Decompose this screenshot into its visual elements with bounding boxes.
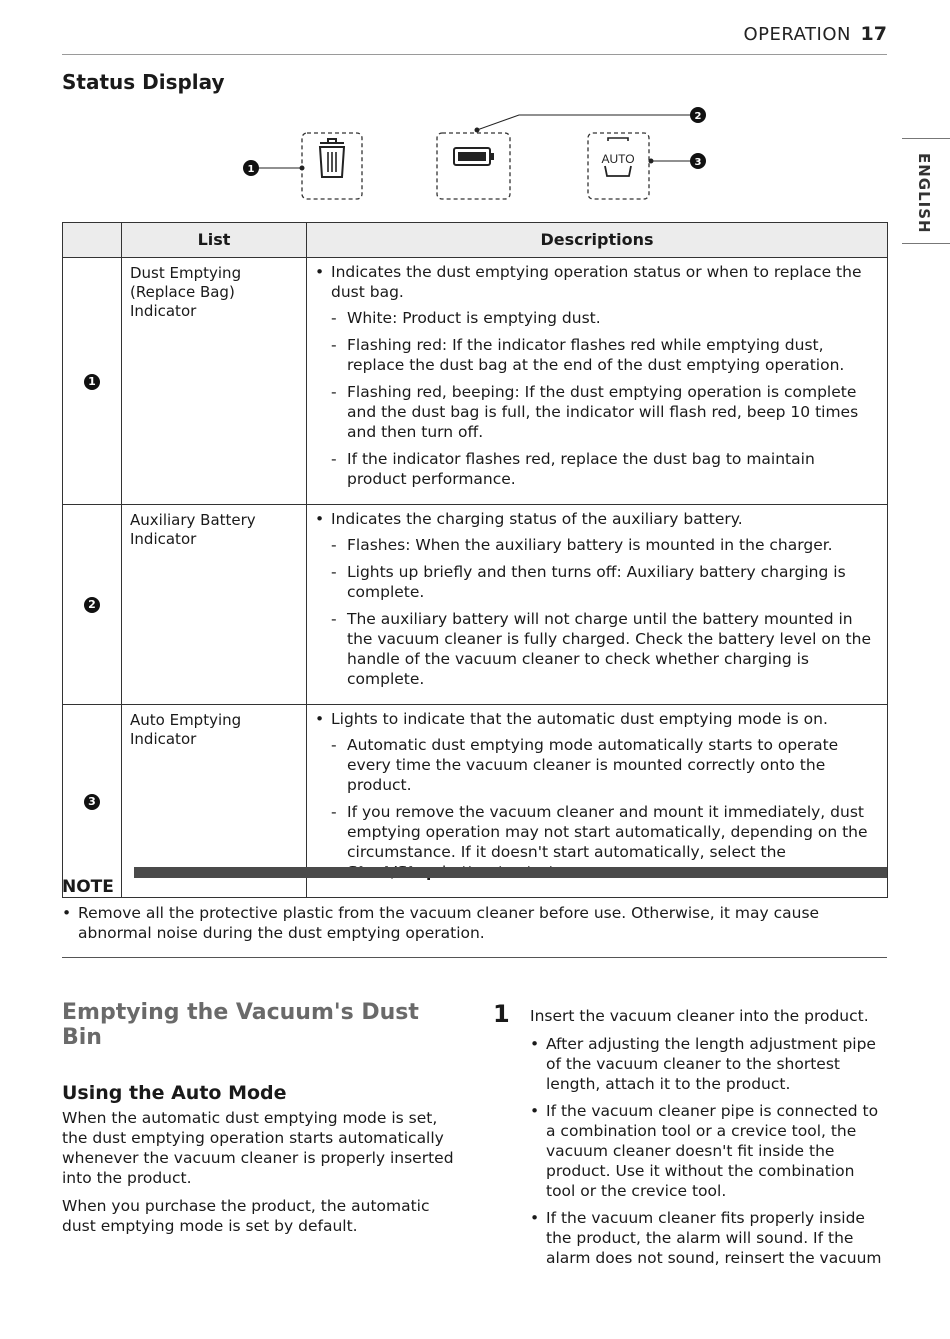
row-number-badge: 1 — [84, 374, 100, 390]
row-number-badge: 3 — [84, 794, 100, 810]
description-item: - Flashing red, beeping: If the dust emptying operation is complete and the dust bag is full, the indicator will flash red, beep 10 times and then turn off. — [315, 382, 875, 442]
description-item: - Automatic dust emptying mode automatically starts to operate every time the vacuum cleaner is mounted correctly onto the product. — [315, 735, 875, 795]
status-display-diagram — [0, 95, 950, 210]
step-bullet: • If the vacuum cleaner pipe is connected to a combination tool or a crevice tool, the vacuum cleaner doesn't fit inside the product. Use it without the combination tool or the crevice tool. — [530, 1101, 888, 1201]
description-item: - If the indicator flashes red, replace the dust bag to maintain product performance. — [315, 449, 875, 489]
battery-icon — [437, 133, 510, 199]
row-list-label: Auto Emptying Indicator — [122, 705, 307, 898]
description-item: - Lights up briefly and then turns off: Auxiliary battery charging is complete. — [315, 562, 875, 602]
description-lead: • Lights to indicate that the automatic dust emptying mode is on. — [315, 709, 875, 729]
note-title: NOTE — [62, 877, 114, 897]
trash-bin-icon — [302, 133, 362, 199]
auto-icon-label: AUTO — [601, 152, 635, 166]
row-list-label: Dust Emptying (Replace Bag) Indicator — [122, 258, 307, 505]
row-list-label: Auxiliary Battery Indicator — [122, 505, 307, 705]
language-tab-label: ENGLISH — [915, 153, 933, 234]
step-bullet: • After adjusting the length adjustment pipe of the vacuum cleaner to the shortest length, attach it to the product. — [530, 1034, 888, 1094]
emptying-section — [62, 1000, 462, 1244]
auto-bin-icon — [588, 133, 649, 199]
status-display-title: Status Display — [62, 70, 225, 94]
status-table — [62, 222, 888, 898]
row-description — [307, 505, 888, 705]
page-number: 17 — [860, 23, 887, 45]
note-text: • Remove all the protective plastic from the vacuum cleaner before use. Otherwise, it may cause abnormal noise during the dust emptying operation. — [62, 903, 887, 943]
description-item: - Flashes: When the auxiliary battery is mounted in the charger. — [315, 535, 875, 555]
chapter-title: Emptying the Vacuum's Dust Bin — [62, 1000, 419, 1050]
description-item: - White: Product is emptying dust. — [315, 308, 875, 328]
step-text: Insert the vacuum cleaner into the product. — [530, 1007, 869, 1025]
step-number: 1 — [493, 1000, 510, 1028]
table-row — [63, 505, 888, 705]
description-item-text: If you remove the vacuum cleaner and mount it immediately, dust emptying operation may not start automatically, depending on the circumstance. If it doesn't start automatically, select the — [347, 803, 868, 861]
row-description — [307, 258, 888, 505]
note-box — [62, 867, 887, 958]
table-header-num — [63, 223, 122, 258]
step-bullet-list — [530, 1034, 888, 1275]
header-section-title: OPERATION — [743, 24, 851, 45]
description-item: - Flashing red: If the indicator flashes red while emptying dust, replace the dust bag at the end of the dust emptying operation. — [315, 335, 875, 375]
table-row — [63, 258, 888, 505]
table-header-list: List — [122, 223, 307, 258]
step-bullet: • If the vacuum cleaner fits properly inside the product, the alarm will sound. If the alarm does not sound, reinsert the vacuum — [530, 1208, 888, 1268]
table-header-descriptions: Descriptions — [307, 223, 888, 258]
description-lead: • Indicates the charging status of the auxiliary battery. — [315, 509, 875, 529]
row-number-badge: 2 — [84, 597, 100, 613]
table-header-row — [63, 223, 888, 258]
page-header — [62, 0, 887, 55]
callout-1-label: 1 — [247, 164, 255, 175]
subsection-title: Using the Auto Mode — [62, 1082, 287, 1104]
callout-3-label: 3 — [694, 157, 702, 168]
description-lead: • Indicates the dust emptying operation status or when to replace the dust bag. — [315, 262, 875, 302]
description-item: - The auxiliary battery will not charge until the battery mounted in the vacuum cleaner is fully charged. Check the battery level on the handle of the vacuum cleaner to check whether charging is complete. — [315, 609, 875, 689]
paragraph: When the automatic dust emptying mode is set, the dust emptying operation starts automatically whenever the vacuum cleaner is properly inserted into the product. — [62, 1109, 454, 1187]
note-bar — [134, 867, 887, 878]
callout-2-label: 2 — [694, 111, 702, 122]
paragraph: When you purchase the product, the automatic dust emptying mode is set by default. — [62, 1197, 430, 1235]
